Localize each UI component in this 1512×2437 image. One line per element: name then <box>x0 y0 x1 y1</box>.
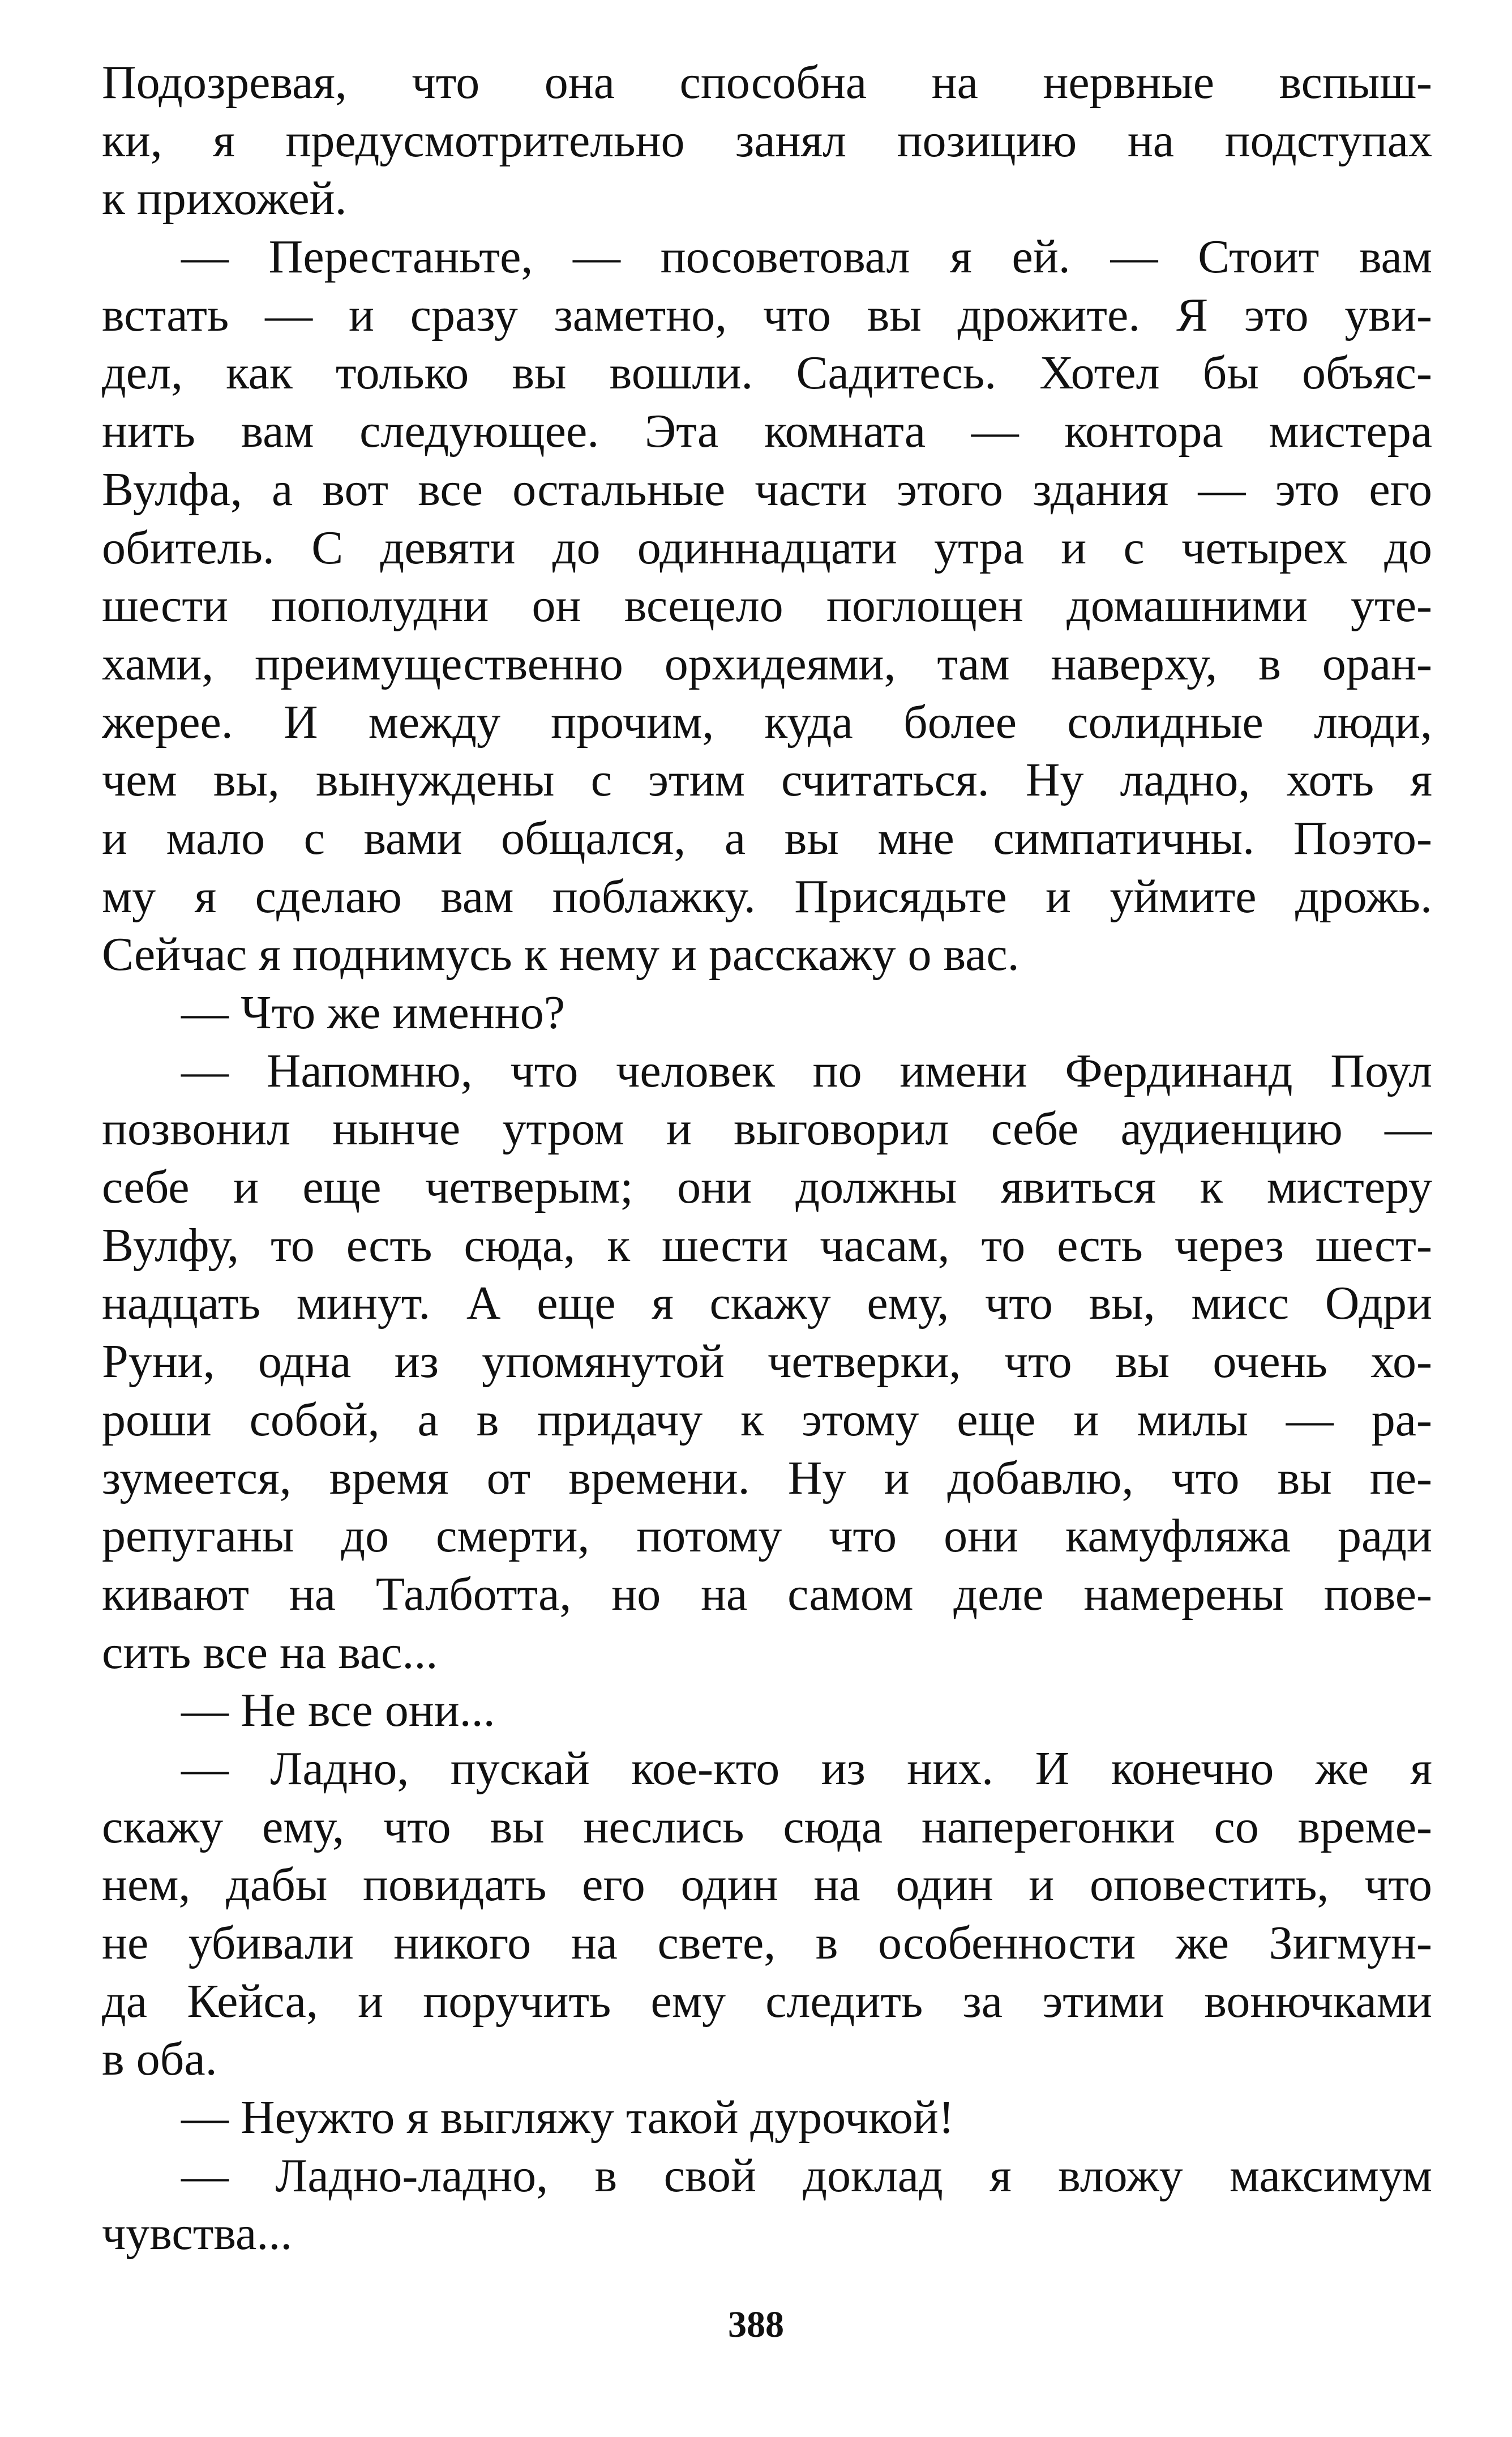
text-line: да Кейса, и поручить ему следить за этими вонючками <box>102 1974 1432 2028</box>
text-line: надцать минут. А еще я скажу ему, что вы, мисс Одри <box>102 1277 1432 1330</box>
text-line: обитель. С девяти до одиннадцати утра и с четырех до <box>102 521 1432 574</box>
page-number: 388 <box>728 2304 784 2345</box>
text-line: кивают на Талботта, но на самом деле намерены пове- <box>102 1567 1432 1621</box>
text-line: скажу ему, что вы неслись сюда наперегонки со време- <box>102 1800 1432 1853</box>
text-line: — Напомню, что человек по имени Фердинанд Поул <box>181 1044 1432 1097</box>
text-line: в оба. <box>102 2033 217 2086</box>
text-line: хами, преимущественно орхидеями, там наверху, в оран- <box>102 637 1432 690</box>
text-line: сить все на вас... <box>102 1626 438 1679</box>
text-line: шести пополудни он всецело поглощен домашними уте- <box>102 579 1432 632</box>
text-line: Подозревая, что она способна на нервные вспыш- <box>102 56 1432 109</box>
text-line: — Перестаньте, — посоветовал я ей. — Стоит вам <box>181 230 1432 284</box>
text-line: роши собой, а в придачу к этому еще и милы — ра- <box>102 1393 1432 1446</box>
text-line: репуганы до смерти, потому что они камуфляжа ради <box>102 1510 1432 1563</box>
text-line: — Ладно, пускай кое-кто из них. И конечно же я <box>181 1742 1432 1795</box>
text-line: жерее. И между прочим, куда более солидные люди, <box>102 695 1432 749</box>
text-line: му я сделаю вам поблажку. Присядьте и уймите дрожь. <box>102 870 1432 923</box>
text-line: чем вы, вынуждены с этим считаться. Ну ладно, хоть я <box>102 754 1432 807</box>
text-line: дел, как только вы вошли. Садитесь. Хотел бы объяс- <box>102 347 1432 400</box>
text-line: позвонил нынче утром и выговорил себе аудиенцию — <box>102 1102 1432 1156</box>
text-line: ки, я предусмотрительно занял позицию на подступах <box>102 114 1432 167</box>
text-line: — Что же именно? <box>181 986 565 1039</box>
text-line: Сейчас я поднимусь к нему и расскажу о вас. <box>102 928 1020 981</box>
text-line: — Ладно-ладно, в свой доклад я вложу максимум <box>181 2149 1432 2202</box>
text-line: — Не все они... <box>181 1684 495 1737</box>
text-line: себе и еще четверым; они должны явиться к мистеру <box>102 1161 1432 1214</box>
text-line: встать — и сразу заметно, что вы дрожите. Я это уви- <box>102 288 1432 341</box>
text-line: к прихожей. <box>102 172 347 225</box>
text-line: зумеется, время от времени. Ну и добавлю, что вы пе- <box>102 1451 1432 1504</box>
text-line: не убивали никого на свете, в особенности же Зигмун- <box>102 1917 1432 1969</box>
text-line: нить вам следующее. Эта комната — контора мистера <box>102 405 1432 458</box>
text-line: — Неужто я выгляжу такой дурочкой! <box>181 2091 954 2144</box>
text-line: Руни, одна из упомянутой четверки, что вы очень хо- <box>102 1335 1432 1388</box>
text-line: Вулфа, а вот все остальные части этого здания — это его <box>102 463 1432 516</box>
text-line: и мало с вами общался, а вы мне симпатичны. Поэто- <box>102 811 1432 865</box>
text-line: Вулфу, то есть сюда, к шести часам, то есть через шест- <box>102 1218 1432 1272</box>
text-line: чувства... <box>102 2207 293 2260</box>
text-line: нем, дабы повидать его один на один и оповестить, что <box>102 1858 1432 1912</box>
body-text <box>102 54 1432 2263</box>
